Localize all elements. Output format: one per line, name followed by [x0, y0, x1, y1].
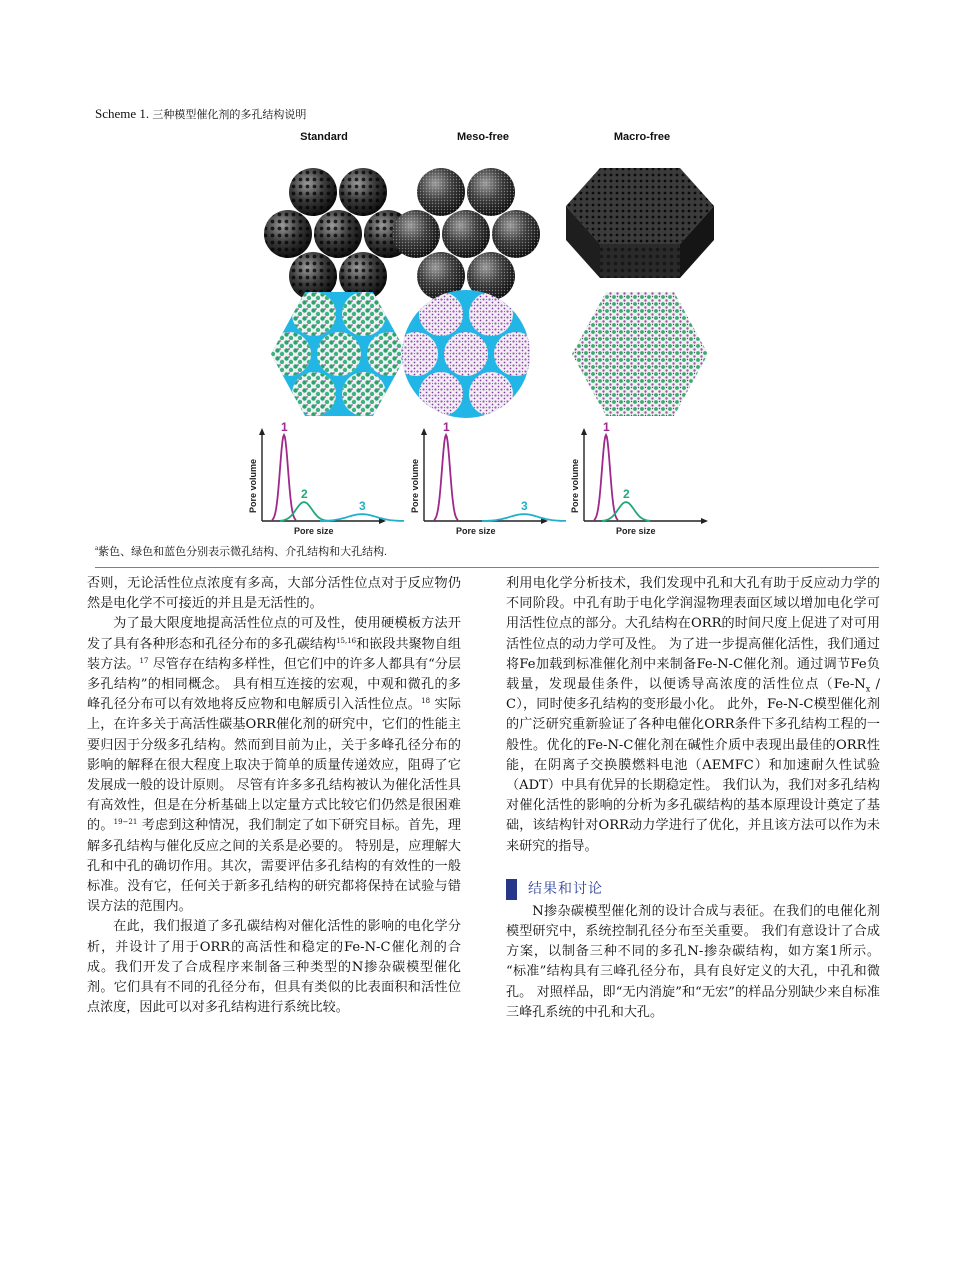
peak-2-label: 2 [623, 487, 630, 502]
scheme-caption [95, 106, 306, 122]
peak-1-curve [594, 435, 618, 520]
column-title-macro-free: Macro-free [613, 131, 671, 143]
y-axis-label: Pore volume [248, 458, 258, 513]
column-title-meso-free: Meso-free [457, 131, 509, 143]
y-axis-arrow [259, 428, 265, 435]
x-axis-label: Pore size [456, 526, 496, 536]
meso-free-cross-section [394, 290, 538, 418]
peak-2-label: 2 [301, 487, 308, 502]
section-heading-bar [506, 879, 517, 900]
x-axis-arrow [701, 518, 708, 524]
x-axis-label: Pore size [294, 526, 334, 536]
text-run: 实际上，在许多关于高活性碳基ORR催化剂的研究中，它们的性能主要归因于分级多孔结构。然而到目前为止，关于多峰孔径分布的影响的解释在很大程度上取决于简单的质量传递效应，阻碍了它发展成一般的设计原则。 尽管有许多多孔结构被认为催化活性具有高效性，但是在分析基础上以定量方式比较它们仍然是很困难的。 [87, 697, 461, 834]
standard-spheres [264, 168, 412, 300]
left-paragraph-2 [87, 614, 461, 917]
text-run: / C），同时使多孔结构的变形最小化。 此外，Fe-N-C模型催化剂的广泛研究重新验证了各种电催化ORR条件下多孔结构工程的一般性。优化的Fe-N-C催化剂在碱性介质中表现出最佳的ORR性能，在阴离子交换膜燃料电池（AEMFC）和加速耐久性试验（ADT）中具有优异的长期稳定性。 我们认为，我们对多孔结构对催化活性的影响的分析为多孔碳结构的基本原理设计奠定了基础，该结构针对ORR动力学进行了优化，并且该方法可以作为未来研究的指导。 [506, 677, 880, 854]
citation: 15,16 [336, 636, 357, 645]
y-axis-label: Pore volume [570, 458, 580, 513]
scheme-label: Scheme 1. [95, 106, 150, 121]
meso-free-spheres [392, 168, 540, 300]
scheme-figure [248, 148, 718, 540]
peak-1-curve [434, 435, 458, 520]
peak-2-curve [280, 502, 328, 521]
text-run: 为了最大限度地提高活性位点的可及性，使用硬模板方法开发了具有各种形态和孔径分布的多孔碳结构 [87, 616, 461, 652]
right-paragraph-1 [506, 574, 880, 857]
standard-cross-section [267, 292, 411, 416]
scheme-caption-text: 三种模型催化剂的多孔结构说明 [152, 109, 307, 121]
peak-1-curve [272, 435, 296, 520]
x-axis-label: Pore size [616, 526, 656, 536]
macro-free-cross-section [572, 292, 708, 416]
scheme-footnote [95, 543, 387, 559]
citation: 18 [421, 697, 431, 706]
peak-3-label: 3 [521, 499, 528, 514]
section-divider [95, 567, 879, 568]
text-run: 考虑到这种情况，我们制定了如下研究目标。首先，理解多孔结构与催化反应之间的关系是必要的。 特别是，应理解大孔和中孔的确切作用。其次，需要评估多孔结构的有效性的一般标准。没有它，任何关于新多孔结构的研究都将保持在试验与错误方法的范围内。 [87, 818, 462, 915]
peak-3-curve [482, 514, 566, 521]
left-paragraph-3: 在此，我们报道了多孔碳结构对催化活性的影响的电化学分析，并设计了用于ORR的高活性和稳定的Fe-N-C催化剂的合成。我们开发了合成程序来制备三种类型的N掺杂碳模型催化剂。它们具有不同的孔径分布，但具有类似的比表面积和活性位点浓度，因此可以对多孔结构进行系统比较。 [87, 919, 461, 1016]
footnote-mark: a [95, 544, 99, 552]
text-run: 利用电化学分析技术，我们发现中孔和大孔有助于反应动力学的不同阶段。中孔有助于电化学润湿物理表面区域以增加电化学可用活性位点的部分。大孔结构在ORR的时间尺度上促进了对可用活性位点的动力学可及性。 为了进一步提高催化活性，我们通过将Fe加载到标准催化剂中来制备Fe-N-C催化剂。通过调节Fe负载量，发现最佳条件，以便诱导高浓度的活性位点（Fe-N [506, 576, 880, 693]
column-title-standard: Standard [300, 131, 348, 143]
left-column [87, 574, 461, 1018]
peak-3-label: 3 [359, 499, 366, 514]
left-paragraph-1: 否则，无论活性位点浓度有多高，大部分活性位点对于反应物仍然是电化学不可接近的并且是无活性的。 [87, 576, 461, 612]
macro-free-block [566, 168, 714, 278]
y-axis-arrow [421, 428, 427, 435]
right-paragraph-2: N掺杂碳模型催化剂的设计合成与表征。在我们的电催化剂模型研究中，系统控制孔径分布至关重要。 我们有意设计了合成方案，以制备三种不同的多孔N-掺杂碳结构，如方案1所示。 “标准”结构具有三峰孔径分布，具有良好定义的大孔，中孔和微孔。 对照样品，即“无内消旋”和“无宏”的样品分别缺少来自标准三峰孔系统的中孔和大孔。 [506, 903, 880, 1020]
right-column [506, 574, 880, 1023]
text-run: 和嵌段共聚物自组装方法。 [87, 636, 461, 672]
peak-3-curve [320, 514, 404, 521]
peak-2-curve [602, 502, 650, 521]
peak-1-label: 1 [603, 420, 610, 434]
section-heading-text: 结果和讨论 [528, 881, 603, 898]
citation: 19−21 [113, 818, 138, 827]
citation: 17 [139, 656, 149, 665]
peak-1-label: 1 [443, 420, 450, 434]
y-axis-label: Pore volume [410, 458, 420, 513]
section-heading [506, 879, 880, 900]
subscript: x [865, 684, 871, 694]
footnote-text: 紫色、绿色和蓝色分别表示微孔结构、介孔结构和大孔结构. [98, 546, 387, 558]
text-run: 尽管存在结构多样性，但它们中的许多人都具有“分层多孔结构”的相同概念。 具有相互连接的宏观，中观和微孔的多峰孔径分布可以有效地将反应物和电解质引入活性位点。 [87, 656, 462, 713]
y-axis-arrow [581, 428, 587, 435]
peak-1-label: 1 [281, 420, 288, 434]
